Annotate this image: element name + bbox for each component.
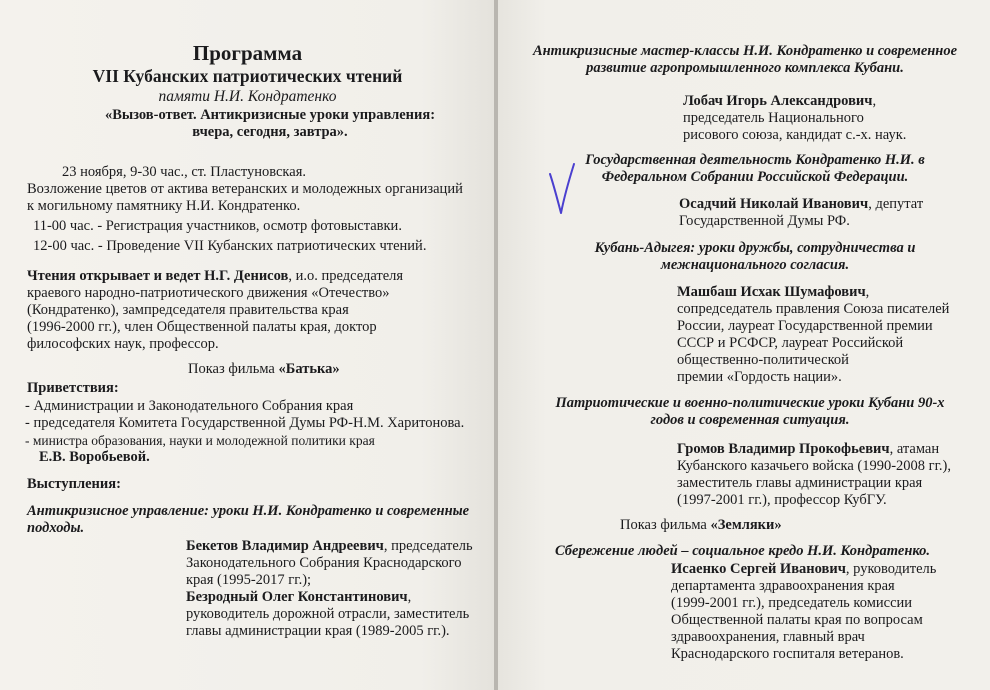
program-subtitle: VII Кубанских патриотических чтений — [92, 66, 403, 86]
speaker-isaenko — [671, 561, 936, 578]
speaker-isaenko-line-5: здравоохранения, главный врач — [671, 629, 865, 645]
topic-4-line-1: Кубань-Адыгея: уроки дружбы, сотрудничества и — [594, 240, 916, 256]
opener-line-5: философских наук, профессор. — [27, 336, 219, 352]
speaker-name: Лобач Игорь Александрович — [683, 93, 873, 109]
speaker-lobach — [683, 93, 876, 110]
speaker-role: , — [872, 93, 877, 109]
speaker-mashbash-line-6: премии «Гордость нации». — [677, 369, 842, 385]
speaker-bezrodny — [186, 589, 411, 606]
speeches-heading: Выступления: — [27, 476, 121, 492]
speaker-mashbash-line-3: России, лауреат Государственной премии — [677, 318, 933, 334]
opener-name: Чтения открывает и ведет Н.Г. Денисов — [27, 268, 289, 284]
schedule-readings: 12-00 час. - Проведение VII Кубанских патриотических чтений. — [33, 238, 427, 254]
topic-3-line-1: Государственная деятельность Кондратенко Н.И. в — [585, 152, 925, 168]
film-prefix: Показ фильма — [620, 517, 711, 533]
topic-4-line-2: межнационального согласия. — [660, 257, 850, 273]
opener-line-3: (Кондратенко), зампредседателя правительства края — [27, 302, 349, 318]
speaker-isaenko-line-3: (1999-2001 гг.), председатель комиссии — [671, 595, 913, 611]
program-title: Программа — [192, 41, 303, 65]
opener-line-2: краевого народно-патриотического движения «Отечество» — [27, 285, 390, 301]
topic-3-line-2: Федеральном Собрании Российской Федерации. — [601, 169, 909, 185]
date-line: 23 ноября, 9-30 час., ст. Пластуновская. — [62, 164, 306, 180]
speaker-name: Бекетов Владимир Андреевич — [186, 538, 384, 554]
film-batka — [188, 361, 340, 378]
greeting-item-3: - министра образования, науки и молодежной политики края — [25, 433, 375, 448]
speaker-name: Безродный Олег Константинович — [186, 589, 408, 605]
theme-line-2: вчера, сегодня, завтра». — [192, 124, 348, 140]
opener-line-4: (1996-2000 гг.), член Общественной палаты края, доктор — [27, 319, 377, 335]
speaker-gromov — [677, 441, 939, 458]
speaker-gromov-line-4: (1997-2001 гг.), профессор КубГУ. — [677, 492, 887, 508]
speaker-isaenko-line-6: Краснодарского госпиталя ветеранов. — [671, 646, 904, 662]
speaker-mashbash-line-2: сопредседатель правления Союза писателей — [677, 301, 950, 317]
topic-5-line-1: Патриотические и военно-политические уроки Кубани 90-х — [555, 395, 945, 411]
schedule-registration: 11-00 час. - Регистрация участников, осмотр фотовыставки. — [33, 218, 402, 234]
speaker-mashbash — [677, 284, 869, 301]
speaker-lobach-line-3: рисового союза, кандидат с.-х. наук. — [683, 127, 907, 143]
opener-role: , и.о. председателя — [288, 268, 404, 284]
speaker-role: , руководитель — [845, 561, 937, 577]
speaker-name: Исаенко Сергей Иванович — [671, 561, 846, 577]
speaker-role: , — [407, 589, 412, 605]
speaker-name: Громов Владимир Прокофьевич — [677, 441, 890, 457]
topic-2-line-2: развитие агропромышленного комплекса Кубани. — [586, 60, 904, 76]
flowers-line-2: к могильному памятнику Н.И. Кондратенко. — [27, 198, 301, 214]
speaker-isaenko-line-2: департамента здравоохранения края — [671, 578, 895, 594]
speaker-mashbash-line-4: СССР и РСФСР, лауреат Российской — [677, 335, 904, 351]
greeting-item-2: - председателя Комитета Государственной Думы РФ-Н.М. Харитонова. — [25, 415, 465, 431]
greeting-item-3-name: Е.В. Воробьевой. — [39, 449, 150, 465]
flowers-line-1: Возложение цветов от актива ветеранских и молодежных организаций — [27, 181, 463, 197]
speaker-mashbash-line-5: общественно-политической — [677, 352, 849, 368]
speaker-role: , атаман — [889, 441, 940, 457]
checkmark-icon — [548, 160, 576, 218]
topic-6: Сбережение людей – социальное кредо Н.И. Кондратенко. — [555, 543, 931, 559]
speaker-beketov — [186, 538, 473, 555]
greeting-item-1: - Администрации и Законодательного Собрания края — [25, 398, 354, 414]
speaker-lobach-line-2: председатель Национального — [683, 110, 864, 126]
memory-line: памяти Н.И. Кондратенко — [158, 88, 337, 105]
speaker-role: , председатель — [383, 538, 473, 554]
speaker-osadchiy-line-2: Государственной Думы РФ. — [679, 213, 850, 229]
speaker-role: , — [865, 284, 870, 300]
speaker-beketov-line-2: Законодательного Собрания Краснодарского — [186, 555, 462, 571]
speaker-role: , депутат — [868, 196, 924, 212]
speaker-gromov-line-2: Кубанского казачьего войска (1990-2008 гг.), — [677, 458, 952, 474]
speaker-bezrodny-line-3: главы администрации края (1989-2005 гг.). — [186, 623, 450, 639]
greetings-heading: Приветствия: — [27, 380, 119, 396]
speaker-bezrodny-line-2: руководитель дорожной отрасли, заместитель — [186, 606, 470, 622]
speaker-name: Осадчий Николай Иванович — [679, 196, 869, 212]
film-title: «Батька» — [278, 361, 340, 377]
topic-1-line-1: Антикризисное управление: уроки Н.И. Кондратенко и современные — [27, 503, 470, 519]
film-zemlyaki — [620, 517, 782, 534]
topic-2-line-1: Антикризисные мастер-классы Н.И. Кондратенко и современное — [532, 43, 958, 59]
theme-line-1: «Вызов-ответ. Антикризисные уроки управления: — [104, 107, 436, 123]
speaker-osadchiy — [679, 196, 923, 213]
topic-1-line-2: подходы. — [27, 520, 85, 536]
film-title: «Земляки» — [710, 517, 782, 533]
speaker-gromov-line-3: заместитель главы администрации края — [677, 475, 923, 491]
film-prefix: Показ фильма — [188, 361, 279, 377]
topic-5-line-2: годов и современная ситуация. — [650, 412, 850, 428]
opener-line-1 — [27, 268, 403, 285]
speaker-beketov-line-3: края (1995-2017 гг.); — [186, 572, 312, 588]
speaker-name: Машбаш Исхак Шумафович — [677, 284, 866, 300]
speaker-isaenko-line-4: Общественной палаты края по вопросам — [671, 612, 923, 628]
